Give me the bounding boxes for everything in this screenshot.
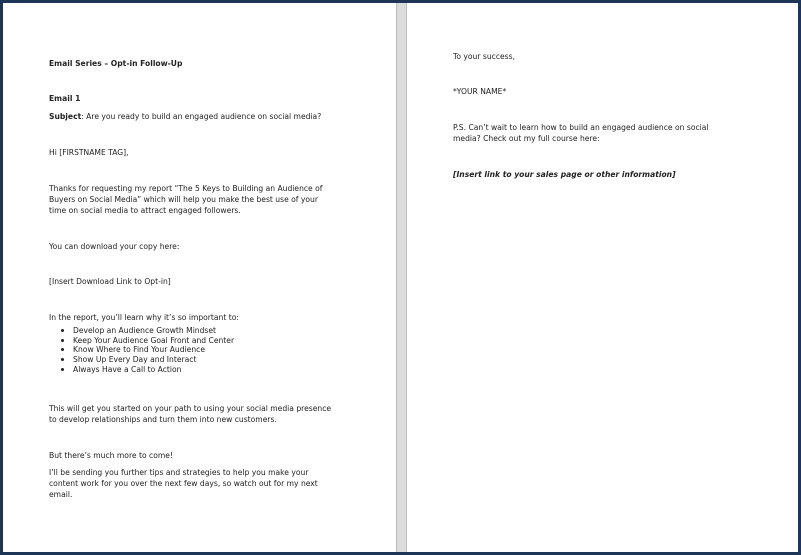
series-title: Email Series – Opt-in Follow-Up [49,59,183,68]
list-item [59,326,234,336]
more-line: But there’s much more to come! [49,451,173,460]
bullet-icon [61,348,64,351]
paragraph-line: Buyers on Social Media” which will help you make the best use of your [49,195,318,204]
list-item [59,345,234,355]
paragraph-line: content work for you over the next few days, so watch out for my next [49,479,318,488]
greeting: Hi [FIRSTNAME TAG], [49,148,129,157]
bullet-list [59,326,234,375]
document-page-left [3,3,396,552]
subject-line [49,112,321,123]
paragraph-line: This will get you started on your path to using your social media presence [49,404,332,413]
download-link-placeholder: [Insert Download Link to Opt-in] [49,277,171,286]
paragraph-line: I’ll be sending you further tips and strategies to help you make your [49,468,309,477]
page-gutter [396,3,407,552]
ps-line: media? Check out my full course here: [453,134,600,143]
paragraph-line: to develop relationships and turn them into new customers. [49,415,277,424]
list-item [59,336,234,346]
paragraph-line: email. [49,490,73,499]
list-item [59,365,234,375]
paragraph-line: time on social media to attract engaged followers. [49,206,241,215]
list-item-label: Show Up Every Day and Interact [73,355,197,365]
document-page-right [407,3,798,552]
subject-label: Subject [49,112,82,121]
subject-text: : Are you ready to build an engaged audience on social media? [81,112,322,121]
download-line: You can download your copy here: [49,242,180,251]
sales-link-placeholder: [Insert link to your sales page or other information] [453,170,676,179]
list-item-label: Develop an Audience Growth Mindset [73,326,217,335]
bullet-icon [61,339,64,342]
signoff: To your success, [453,52,516,61]
list-item-label: Keep Your Audience Goal Front and Center [73,335,235,345]
ps-line: P.S. Can’t wait to learn how to build an engaged audience on social [453,123,709,132]
list-item [59,355,234,365]
bullet-icon [61,358,64,361]
paragraph-line: Thanks for requesting my report “The 5 Keys to Building an Audience of [49,184,323,193]
list-item-label: Always Have a Call to Action [73,364,182,374]
report-intro: In the report, you’ll learn why it’s so important to: [49,313,239,322]
sender-name: *YOUR NAME* [453,87,507,96]
bullet-icon [61,368,64,371]
email-heading: Email 1 [49,94,81,103]
list-item-label: Know Where to Find Your Audience [73,345,205,355]
bullet-icon [61,329,64,332]
